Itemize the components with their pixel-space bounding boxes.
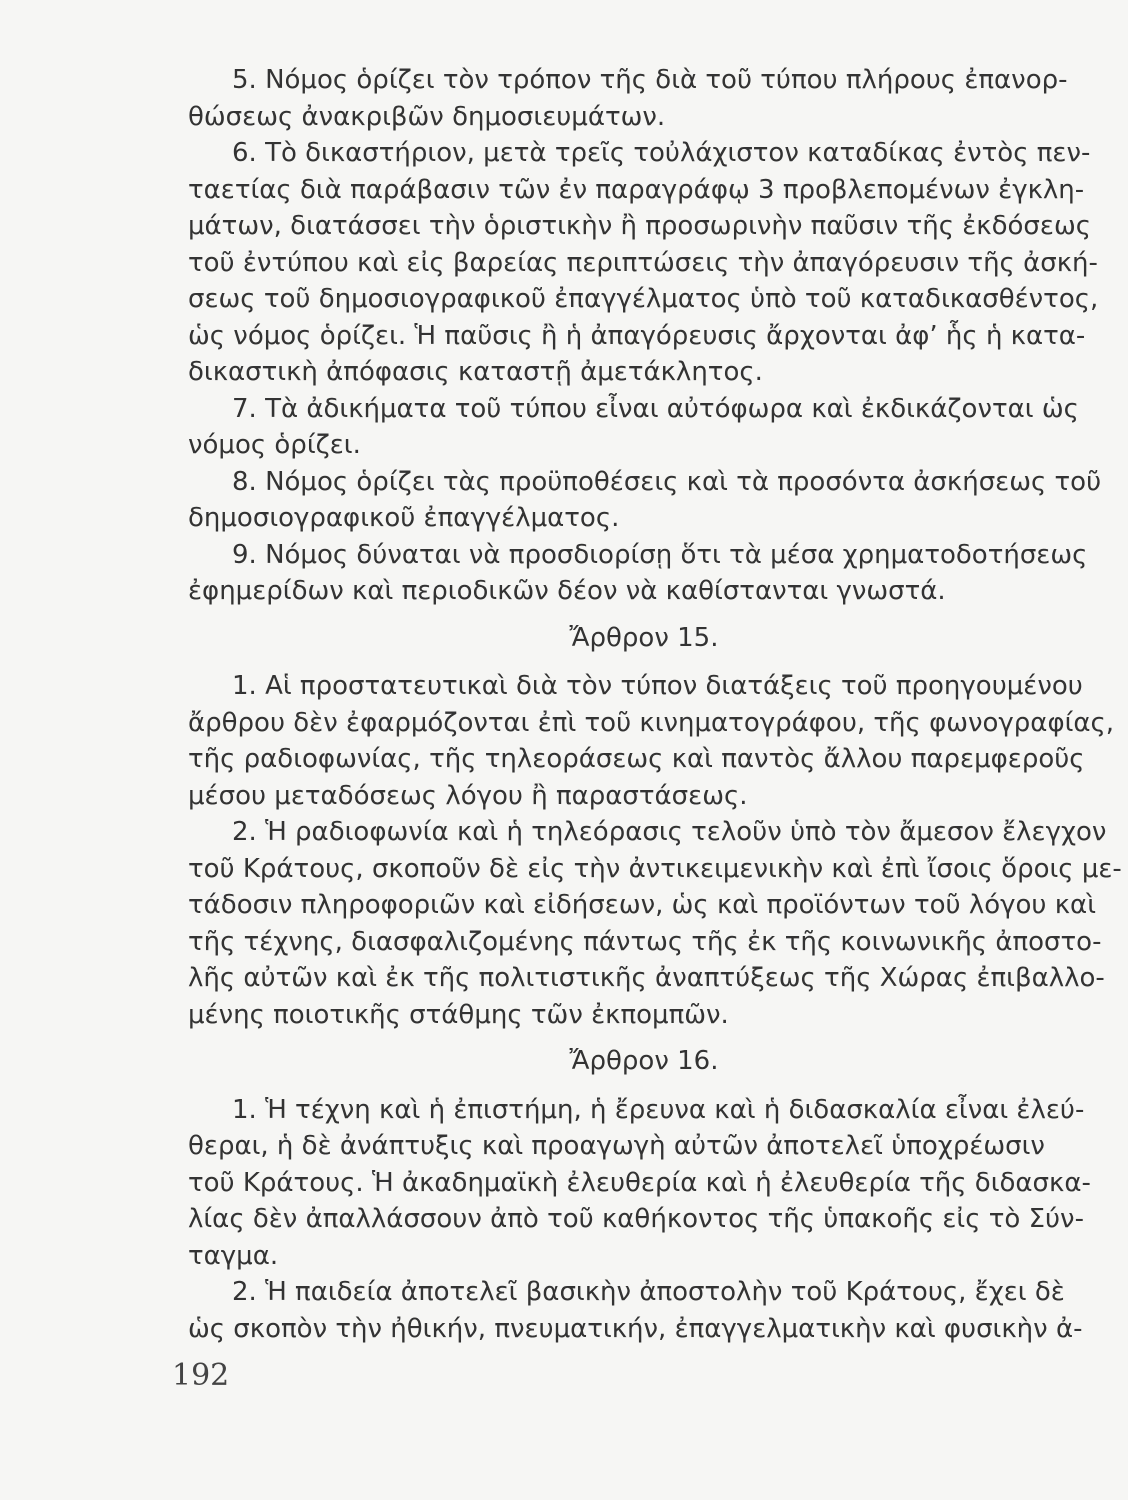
paragraph bbox=[188, 62, 1068, 135]
paragraph bbox=[188, 1274, 1083, 1347]
text-line: ταετίας διὰ παράβασιν τῶν ἐν παραγράφῳ 3 προβλεπομένων ἐγκλη- bbox=[188, 174, 1085, 205]
text-line: μένης ποιοτικῆς στάθμης τῶν ἐκπομπῶν. bbox=[188, 999, 729, 1030]
text-line: σεως τοῦ δημοσιογραφικοῦ ἐπαγγέλματος ὑπὸ τοῦ καταδικασθέντος, bbox=[188, 284, 1099, 314]
text-line: δημοσιογραφικοῦ ἐπαγγέλματος. bbox=[188, 503, 620, 533]
paragraph bbox=[188, 135, 1099, 391]
paragraph bbox=[188, 814, 1122, 1033]
text-line: νόμος ὁρίζει. bbox=[188, 430, 361, 460]
text-line: ἄρθρου δὲν ἐφαρμόζονται ἐπὶ τοῦ κινηματογράφου, τῆς φωνογραφίας, bbox=[188, 707, 1115, 738]
text-line: λίας δὲν ἀπαλλάσσουν ἀπὸ τοῦ καθήκοντος τῆς ὑπακοῆς εἰς τὸ Σύν- bbox=[188, 1204, 1084, 1234]
text-line: τοῦ ἐντύπου καὶ εἰς βαρείας περιπτώσεις τὴν ἀπαγόρευσιν τῆς ἀσκή- bbox=[188, 247, 1098, 278]
text-line: 1. Αἱ προστατευτικαὶ διὰ τὸν τύπον διατάξεις τοῦ προηγουμένου bbox=[232, 671, 1083, 701]
text-line: ὡς σκοπὸν τὴν ἠθικήν, πνευματικήν, ἐπαγγελματικὴν καὶ φυσικὴν ἀ- bbox=[188, 1313, 1083, 1344]
text-line: τοῦ Κράτους. Ἡ ἀκαδημαϊκὴ ἐλευθερία καὶ ἡ ἐλευθερία τῆς διδασκα- bbox=[188, 1167, 1091, 1198]
page-body bbox=[188, 62, 1122, 1347]
text-line: 9. Νόμος δύναται νὰ προσδιορίσῃ ὅτι τὰ μέσα χρηματοδοτήσεως bbox=[232, 539, 1088, 570]
paragraph bbox=[188, 391, 1079, 464]
text-line: τοῦ Κράτους, σκοποῦν δὲ εἰς τὴν ἀντικειμενικὴν καὶ ἐπὶ ἴσοις ὅροις με- bbox=[188, 853, 1122, 884]
text-line: 8. Νόμος ὁρίζει τὰς προϋποθέσεις καὶ τὰ προσόντα ἀσκήσεως τοῦ bbox=[232, 466, 1102, 497]
text-line: θώσεως ἀνακριβῶν δημοσιευμάτων. bbox=[188, 101, 666, 132]
text-line: 6. Τὸ δικαστήριον, μετὰ τρεῖς τοὐλάχιστον καταδίκας ἐντὸς πεν- bbox=[232, 138, 1091, 168]
text-line: 2. Ἡ παιδεία ἀποτελεῖ βασικὴν ἀποστολὴν τοῦ Κράτους, ἔχει δὲ bbox=[232, 1277, 1065, 1307]
text-line: ὡς νόμος ὁρίζει. Ἡ παῦσις ἢ ἡ ἀπαγόρευσις ἄρχονται ἀφ’ ἧς ἡ κατα- bbox=[188, 320, 1086, 351]
text-line: 2. Ἡ ραδιοφωνία καὶ ἡ τηλεόρασις τελοῦν ὑπὸ τὸν ἄμεσον ἔλεγχον bbox=[232, 817, 1107, 847]
text-line: τάδοσιν πληροφοριῶν καὶ εἰδήσεων, ὡς καὶ προϊόντων τοῦ λόγου καὶ bbox=[188, 890, 1096, 920]
text-line: 1. Ἡ τέχνη καὶ ἡ ἐπιστήμη, ἡ ἔρευνα καὶ ἡ διδασκαλία εἶναι ἐλεύ- bbox=[232, 1094, 1085, 1125]
paragraph bbox=[188, 668, 1115, 814]
text-line: θεραι, ἡ δὲ ἀνάπτυξις καὶ προαγωγὴ αὐτῶν ἀποτελεῖ ὑποχρέωσιν bbox=[188, 1131, 1045, 1161]
article-heading: Ἄρθρον 16. bbox=[569, 1046, 719, 1076]
paragraph bbox=[188, 464, 1102, 537]
text-line: ἐφημερίδων καὶ περιοδικῶν δέον νὰ καθίστανται γνωστά. bbox=[188, 576, 946, 606]
article-heading: Ἄρθρον 15. bbox=[569, 622, 719, 653]
text-line: μάτων, διατάσσει τὴν ὁριστικὴν ἢ προσωρινὴν παῦσιν τῆς ἐκδόσεως bbox=[188, 211, 1091, 241]
text-line: 5. Νόμος ὁρίζει τὸν τρόπον τῆς διὰ τοῦ τύπου πλήρους ἐπανορ- bbox=[232, 65, 1068, 95]
text-line: δικαστικὴ ἀπόφασις καταστῇ ἀμετάκλητος. bbox=[188, 357, 763, 387]
text-line: τῆς τέχνης, διασφαλιζομένης πάντως τῆς ἐκ τῆς κοινωνικῆς ἀποστο- bbox=[188, 926, 1102, 957]
text-line: 7. Τὰ ἀδικήματα τοῦ τύπου εἶναι αὐτόφωρα καὶ ἐκδικάζονται ὡς bbox=[232, 393, 1079, 424]
text-line: λῆς αὐτῶν καὶ ἐκ τῆς πολιτιστικῆς ἀναπτύξεως τῆς Χώρας ἐπιβαλλο- bbox=[188, 963, 1105, 993]
text-line: τῆς ραδιοφωνίας, τῆς τηλεοράσεως καὶ παντὸς ἄλλου παρεμφεροῦς bbox=[188, 744, 1085, 774]
text-line: μέσου μεταδόσεως λόγου ἢ παραστάσεως. bbox=[188, 780, 748, 811]
text-line: ταγμα. bbox=[188, 1240, 279, 1271]
page-number: 192 bbox=[172, 1358, 230, 1393]
paragraph bbox=[188, 537, 1088, 610]
paragraph bbox=[188, 1092, 1091, 1275]
